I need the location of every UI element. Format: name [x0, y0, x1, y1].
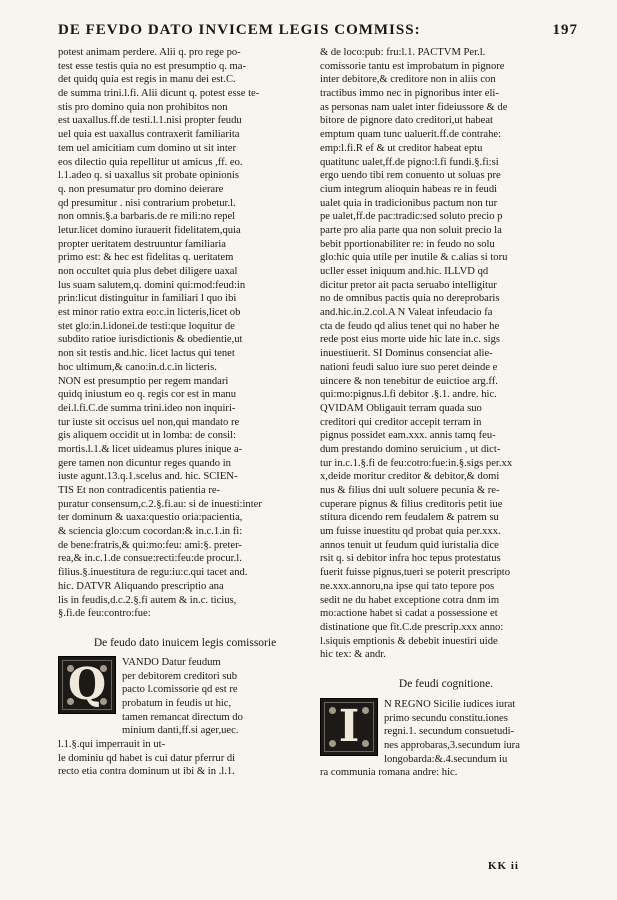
text-line: fuerit fuisse pignus,tueri se poterit prescripto: [320, 567, 511, 579]
running-head: [58, 22, 578, 44]
text-line: uincere & non tenebitur de euictioe arg.ff.: [320, 375, 498, 387]
text-line: glo:hic quia utile per inutile & c.alias si toru: [320, 252, 508, 264]
text-line: pacto l.comissorie qd est re: [122, 684, 238, 696]
text-line: eos dilectio quia repellitur ut amicus ,ff. eo.: [58, 156, 243, 168]
text-line: dei.l.fi.C.de summa trini.ideo non inquiri-: [58, 402, 236, 414]
text-line: recto etia contra dominum ut ibi & in .l.1.: [58, 766, 235, 778]
text-line: hic tex: & andr.: [320, 649, 386, 661]
chapter-left: [58, 656, 312, 779]
signature-mark: KK ii: [488, 860, 519, 872]
chapter-heading-right: De feudi cognitione.: [398, 677, 494, 690]
text-line: tur iuste sit occisus uel non,qui mandato re: [58, 416, 240, 428]
text-line: cium integrum alioquin habeas re in feudi: [320, 183, 498, 195]
chapter-left-full-text: [58, 738, 312, 779]
text-line: le dominiu qd habet is cui datur pferrur di: [58, 752, 236, 764]
text-line: non occultet quia plus debet diligere uaxal: [58, 266, 238, 277]
text-line: tractibus immo nec in pignoribus inter eli-: [320, 88, 499, 100]
text-line: det quidq quia est regis in manu dei est.C.: [58, 74, 236, 86]
text-line: mo:actione habet si cadat a possessione et: [320, 608, 498, 620]
text-line: gis aliquem occidit ut in lomba: de consil:: [58, 430, 237, 442]
text-line: iuste agunt.13.q.1.scelus and. hic. SCIEN-: [58, 471, 238, 483]
text-line: qd presumitur . nisi contrarium probetur.l.: [58, 197, 236, 209]
left-column: [58, 46, 312, 779]
text-line: tamen remancat directum do: [122, 711, 243, 723]
text-line: longobarda:&.4.secundum iu: [384, 753, 508, 765]
text-line: pignus possidet eam.xxx. annis tamq feu-: [320, 430, 496, 442]
text-line: ne.xxx.annoru,na ipse qui tato tepore pos: [320, 580, 495, 592]
text-line: emptum quam tunc ualuerit.ff.de contrahe:: [320, 129, 502, 141]
text-line: cta de feudo qd alius tenet qui no haber he: [320, 320, 500, 332]
text-line: stis pro domino quia non prohibitos non: [58, 101, 228, 113]
initial-letter: Q: [67, 658, 107, 710]
text-line: rede post eius morte uide hic late in.c. sigs: [320, 334, 501, 346]
text-line: q. non presumatur pro domino deierare: [58, 183, 224, 195]
text-line: tem uel amicitiam cum domino ut sit inter: [58, 142, 236, 154]
text-line: dicitur pretor ait pacta seruabo intelligitur: [320, 279, 497, 291]
text-line: potest animam perdere. Alii q. pro rege po-: [58, 47, 241, 58]
text-line: x,deide moritur creditor & debitor,& domi: [320, 471, 500, 483]
text-line: QVIDAM Obligauit terram quada suo: [320, 402, 482, 414]
text-line: inuestiuerit. SI Dominus consenciat alie-: [320, 348, 493, 360]
text-line: tur in.c.1.§.fi de feu:cotro:fue:in.§.sigs per.xx: [320, 457, 513, 469]
text-line: probatum in feudis ut hic,: [122, 697, 232, 709]
decorated-initial-q: [58, 656, 116, 714]
text-line: pe ualet,ff.de pac:tradic:sed soluto precio p: [320, 211, 503, 223]
decorated-initial-i: [320, 698, 378, 756]
text-line: & sciencia glo:cum cocordan:& in.c.1.in fi:: [58, 526, 243, 538]
text-line: ter dominum & uaxa:questio oria:pacientia,: [58, 512, 243, 524]
text-line: dum prestando domino seruicium , ut dict-: [320, 443, 501, 455]
text-line: est uaxallus.ff.de testi.l.1.nisi propter feudu: [58, 115, 242, 127]
chapter-right: [320, 698, 572, 780]
text-line: l.1.§.qui imperrauit in ut-: [58, 739, 166, 750]
text-line: quatitunc ualet,ff.de pigno:l.fi fundi.§.fi:si: [320, 156, 499, 168]
text-line: annos tenuit ut feudum quid iuristalia dice: [320, 539, 499, 551]
text-line: ucller esset iniquum and.hic. ILLVD qd: [320, 266, 489, 277]
text-line: nes approbaras,3.secundum iura: [384, 740, 520, 751]
text-line: creditori qui creditor accepit terram in: [320, 416, 482, 428]
text-line: TIS Et non contradicentis patientia re-: [58, 485, 221, 496]
text-line: minium danti,ff.si ager,uec.: [122, 725, 239, 737]
text-line: l.1.adeo q. si uaxallus sit probate opinionis: [58, 170, 239, 182]
folio-number: 197: [552, 22, 578, 38]
text-line: uel quia est uaxallus contraxerit familiarita: [58, 129, 240, 141]
text-line: rea,& in.c.1.de consue:recti:feu:de procur.l.: [58, 553, 242, 565]
text-line: quidq iniustum eo q. regis cor est in manu: [58, 389, 237, 401]
text-line: ualet quia in tradicionibus pactum non tur: [320, 197, 498, 209]
chapter-right-full-text: [320, 766, 572, 780]
text-line: stet glo:in.l.idonei.de testi:que loquitur de: [58, 320, 235, 332]
text-line: sedit ne du habet exceptione cotra dnm im: [320, 594, 500, 606]
text-line: inter debitore,& creditore non in aliis con: [320, 74, 496, 86]
text-line: per debitorem creditori sub: [122, 670, 238, 682]
text-line: no de omnibus pactis quia no dereprobaris: [320, 293, 500, 305]
text-line: distinatione que fit.C.de prescrip.xxx anno:: [320, 621, 504, 633]
text-line: §.fi.de feu:contro:fue:: [58, 608, 151, 620]
text-line: parte pro alia parte qua non soluit precio la: [320, 224, 502, 236]
text-line: nationi feudi saluo iure suo peret deinde e: [320, 361, 498, 373]
text-line: non sit testis and.hic. licet lactus qui tenet: [58, 348, 235, 360]
text-line: mortis.l.1.& licet uideamus plures inique a-: [58, 443, 243, 455]
text-line: propter ueritatem destruuntur familiaria: [58, 238, 226, 250]
text-line: regni.1. secundum consuetudi-: [384, 726, 515, 738]
text-line: qui:mo:pignus.l.fi debitor .§.1. andre. hic.: [320, 389, 497, 401]
text-line: N REGNO Sicilie iudices iurat: [384, 698, 516, 710]
text-line: non omnis.§.a barbaris.de re mili:no repel: [58, 211, 236, 223]
text-line: de summa trini.l.fi. Alii dicunt q. potest esse te-: [58, 88, 260, 100]
initial-letter: I: [338, 700, 360, 752]
right-column-body: [320, 46, 572, 662]
text-line: bebit pportionabiliter re: in feudo no solu: [320, 238, 495, 250]
text-line: gere tamen non dicuntur reges quando in: [58, 457, 231, 469]
text-line: nus & filius dni uult soluere pecunia & re-: [320, 485, 500, 496]
text-line: primo secundu constitu.iones: [384, 712, 508, 724]
right-column: [320, 46, 572, 780]
text-line: um fuisse inuestitu qd probat quia per.xxx.: [320, 526, 501, 538]
text-line: emp:l.fi.R ef & ut creditor habeat eptu: [320, 142, 483, 154]
text-line: primo est: & hec est fidelitas q. ueritatem: [58, 252, 234, 264]
text-line: hoc ultimum,& cano:in.d.c.in licteris.: [58, 361, 217, 373]
text-line: de bene:fratris,& qui:mo:feu: ami:§. preter-: [58, 539, 242, 551]
text-line: as personas nam ualet inter fideiussore & de: [320, 101, 508, 113]
text-line: VANDO Datur feudum: [122, 656, 221, 668]
text-line: letur.licet domino iurauerit fidelitatem,quia: [58, 224, 241, 236]
running-head-title: DE FEVDO DATO INVICEM LEGIS COMMISS:: [58, 22, 421, 38]
text-line: comissorie tantu est improbatum in pignore: [320, 60, 505, 72]
text-line: hic. DATVR Aliquando prescriptio ana: [58, 580, 224, 592]
chapter-heading-left: De feudo dato inuicem legis comissorie: [93, 636, 277, 649]
text-line: test esse testis quia no est presumptio q. ma-: [58, 60, 247, 72]
text-line: stitura dicendo rem feudalem & patrem su: [320, 512, 499, 524]
text-line: NON est presumptio per regem mandari: [58, 375, 229, 387]
text-line: lus suam salutem,q. domini qui:mod:feud:in: [58, 279, 246, 291]
text-line: rsit q. si debitor infra hoc tepus protestatus: [320, 553, 501, 565]
text-line: ra communia romana andre: hic.: [320, 767, 458, 779]
text-line: cuperare pignus & filius creditoris petit iue: [320, 498, 503, 510]
left-column-body: [58, 46, 312, 621]
text-line: and.hic.in.2.col.A N Valeat infeudacio fa: [320, 307, 493, 319]
text-line: puratur consensum,c.2.§.fi.au: si de inuesti:inter: [58, 498, 262, 510]
text-line: ergo uendo tibi rem conuento ut soluas pre: [320, 170, 501, 182]
text-line: est minor ratio extra eo:c.in licteris,licet ob: [58, 307, 241, 319]
text-line: filius.§.inuestitura de regu:iu:c.qui tacet and.: [58, 567, 248, 579]
text-line: subdito ratioe iurisdictionis & obedientie,ut: [58, 334, 243, 346]
text-line: bitore de pignore dato creditori,ut habeat: [320, 115, 493, 127]
text-line: & de loco:pub: fru:l.1. PACTVM Per.l.: [320, 47, 486, 58]
text-line: l.siquis emptionis & debebit inuestiri uide: [320, 635, 498, 647]
text-line: prin:licut distinguitur in familiari l quo ibi: [58, 293, 237, 305]
text-line: lis in feudis,d.c.2.§.fi autem & in.c. ticius,: [58, 594, 237, 606]
